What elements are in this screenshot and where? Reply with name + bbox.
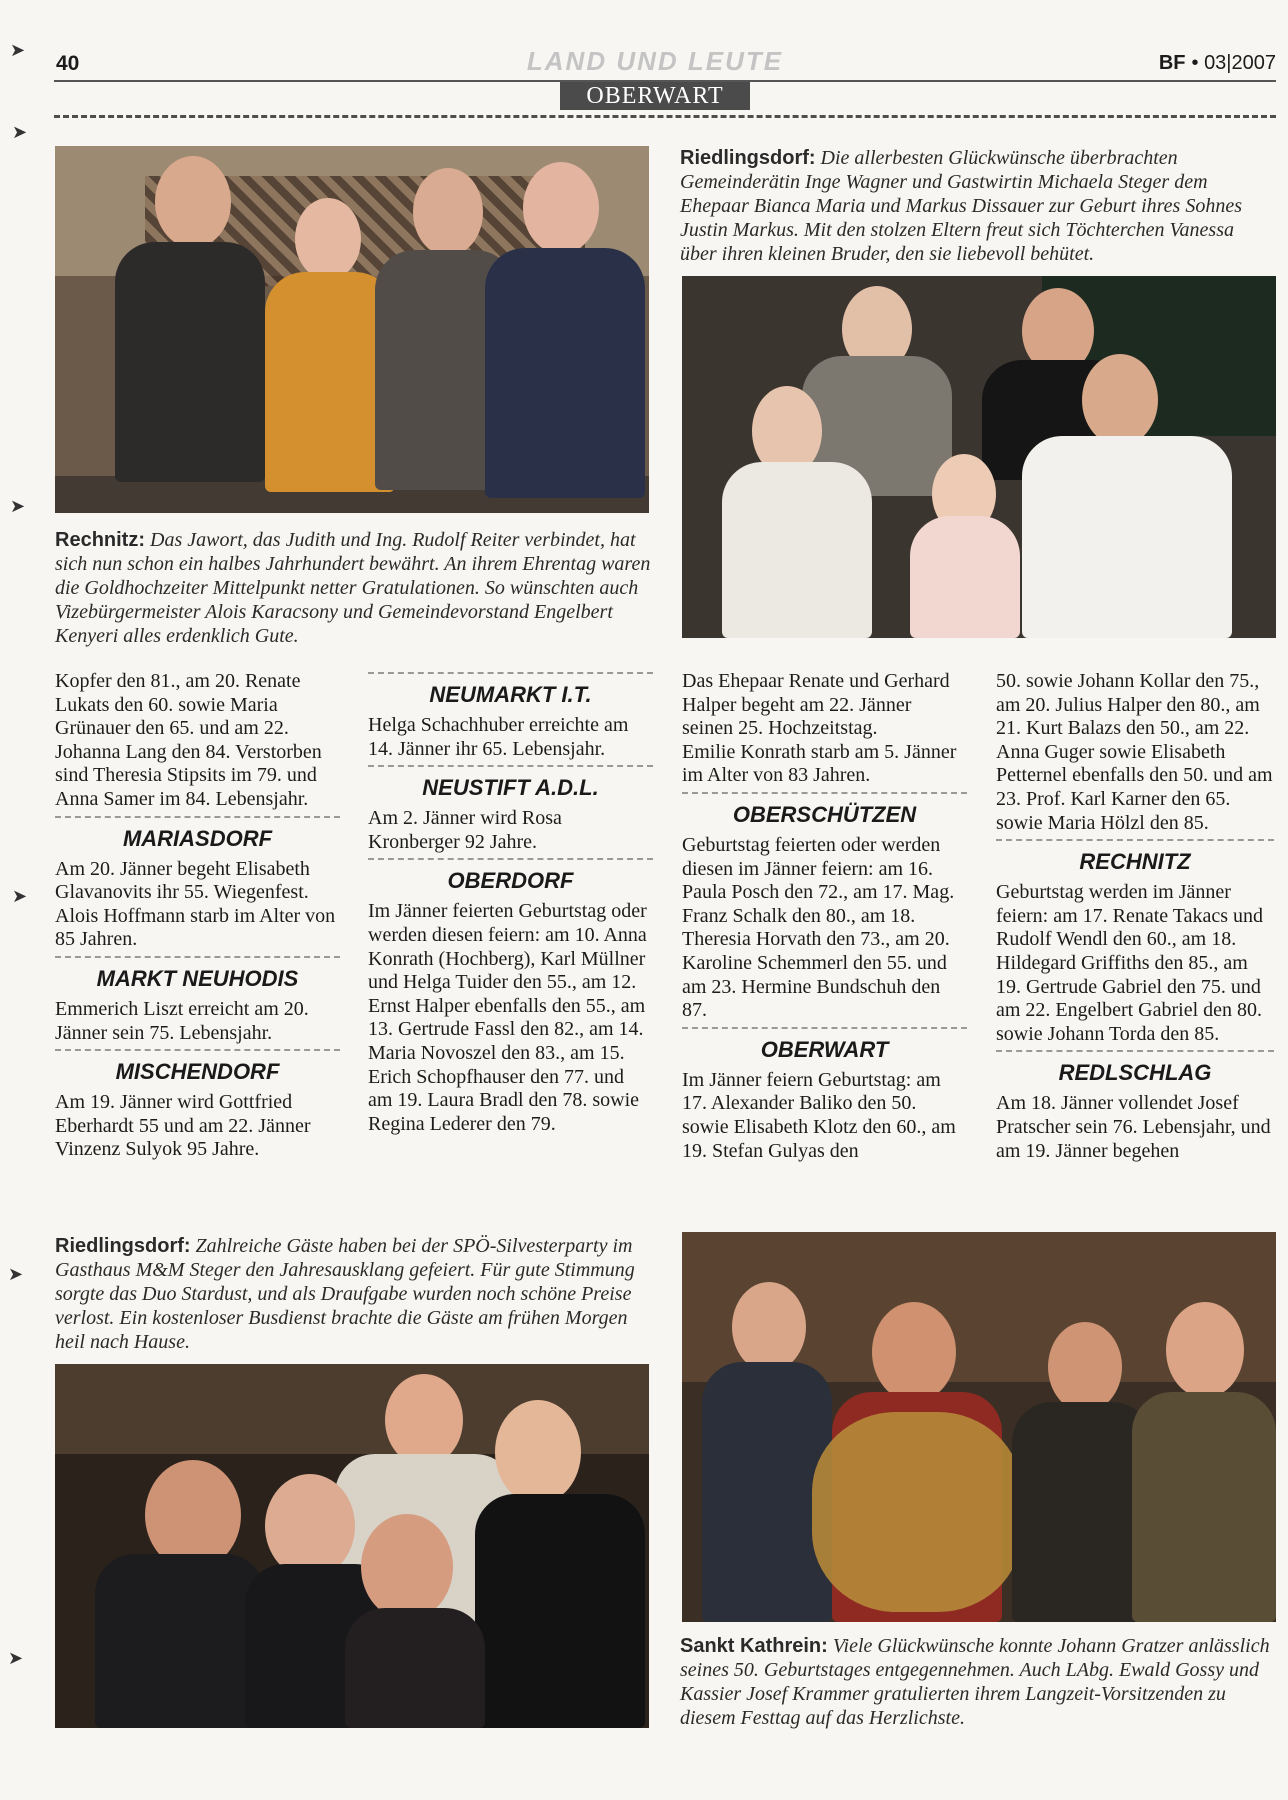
region-tag: OBERWART bbox=[560, 82, 750, 110]
heading-oberdorf: OBERDORF bbox=[368, 858, 653, 896]
caption-text: Zahlreiche Gäste haben bei der SPÖ-Silvesterparty im Gasthaus M&M Steger den Jahresausklang gefeiert. Für gute Stimmung sorgte das Duo Stardust, und als Draufgabe wurden noch schöne Preise verlost. Ein kostenloser Busdienst brachte die Gäste am frühen Morgen heil nach Hause. bbox=[55, 1235, 635, 1353]
column-intro: 50. sowie Johann Kollar den 75., am 20. Julius Halper den 80., am 21. Kurt Balazs den 50., am 22. Anna Guger sowie Elisabeth Petternel ebenfalls den 50. und am 23. Prof. Karl Karner den 65. sowie Maria Hölzl den 85. bbox=[996, 670, 1273, 834]
issue-info bbox=[1159, 52, 1276, 75]
heading-markt-neuhodis: MARKT NEUHODIS bbox=[55, 956, 340, 994]
caption-text: Die allerbesten Glückwünsche überbrachten Gemeinderätin Inge Wagner und Gastwirtin Michaela Steger dem Ehepaar Bianca Maria und Markus Dissauer zur Geburt ihres Sohnes Justin Markus. Mit den stolzen Eltern freut sich Töchterchen Vanessa über ihren kleinen Bruder, den sie liebevoll behütet. bbox=[680, 147, 1243, 265]
caption-place: Sankt Kathrein: bbox=[680, 1635, 828, 1657]
caption-family-birth bbox=[680, 146, 1270, 266]
photo-family-birth bbox=[682, 276, 1276, 638]
section-text: Im Jänner feiern Geburtstag: am 17. Alexander Baliko den 50. sowie Elisabeth Klotz den 60., am 19. Stefan Gulyas den bbox=[682, 1068, 956, 1162]
heading-oberschuetzen: OBERSCHÜTZEN bbox=[682, 792, 967, 830]
photo-new-years-party bbox=[55, 1364, 649, 1728]
heading-rechnitz: RECHNITZ bbox=[996, 839, 1274, 877]
column-4 bbox=[996, 670, 1274, 1163]
caption-new-years-party bbox=[55, 1234, 655, 1354]
photo-birthday-gift bbox=[682, 1232, 1276, 1622]
scan-mark: ➤ bbox=[8, 1648, 24, 1668]
heading-oberwart: OBERWART bbox=[682, 1027, 967, 1065]
section-text: Am 18. Jänner vollendet Josef Pratscher sein 76. Lebensjahr, und am 19. Jänner begehen bbox=[996, 1092, 1271, 1162]
heading-mariasdorf: MARIASDORF bbox=[55, 816, 340, 854]
scan-mark: ➤ bbox=[8, 1264, 24, 1284]
heading-mischendorf: MISCHENDORF bbox=[55, 1049, 340, 1087]
scan-mark: ➤ bbox=[10, 40, 26, 60]
caption-text: Das Jawort, das Judith und Ing. Rudolf Reiter verbindet, hat sich nun schon ein halbes Jahrhundert bewährt. An ihrem Ehrentag waren die Goldhochzeiter Mittelpunkt netter Gratulationen. So wünschten auch Vizebürgermeister Alois Karacsony und Gemeindevorstand Engelbert Kenyeri alles erdenklich Gute. bbox=[55, 529, 651, 647]
heading-redlschlag: REDLSCHLAG bbox=[996, 1050, 1274, 1088]
dashed-rule bbox=[54, 115, 1276, 118]
caption-place: Riedlingsdorf: bbox=[680, 147, 816, 169]
section-text: Am 19. Jänner wird Gottfried Eberhardt 55 und am 22. Jänner Vinzenz Sulyok 95 Jahre. bbox=[55, 1091, 311, 1161]
scan-mark: ➤ bbox=[10, 496, 26, 516]
caption-place: Rechnitz: bbox=[55, 529, 145, 551]
issue-number: 03|2007 bbox=[1204, 52, 1276, 74]
section-text: Geburtstag werden im Jänner feiern: am 17. Renate Takacs und Rudolf Wendl den 60., am 18. Hildegard Griffiths den 85., am 19. Gertrude Gabriel den 75. und am 22. Engelbert Gabriel den 80. sowie Johann Torda den 85. bbox=[996, 881, 1264, 1045]
section-text: Im Jänner feierten Geburtstag oder werden diesen feiern: am 10. Anna Konrath (Hochberg), Karl Müllner und Helga Tuider den 55., am 12. Ernst Halper ebenfalls den 55., am 13. Gertrude Fassl den 82., am 14. Maria Novoszel den 83., am 15. Erich Schopfhauser den 77. und am 19. Laura Bradl den 78. sowie Regina Lederer den 79. bbox=[368, 900, 647, 1135]
section-text: Am 20. Jänner begeht Elisabeth Glavanovits ihr 55. Wiegenfest. Alois Hoffmann starb im Alter von 85 Jahren. bbox=[55, 857, 336, 951]
scan-mark: ➤ bbox=[12, 122, 28, 142]
scan-mark: ➤ bbox=[12, 886, 28, 906]
column-intro: Kopfer den 81., am 20. Renate Lukats den 60. sowie Maria Grünauer den 65. und am 22. Johanna Lang den 84. Verstorben sind Theresia Stipsits im 79. und Anna Samer im 84. Lebensjahr. bbox=[55, 670, 322, 810]
section-text: Helga Schachhuber erreichte am 14. Jänner ihr 65. Lebensjahr. bbox=[368, 714, 629, 760]
column-1 bbox=[55, 670, 340, 1162]
caption-golden-wedding bbox=[55, 528, 655, 648]
section-text: Emmerich Liszt erreicht am 20. Jänner sein 75. Lebensjahr. bbox=[55, 997, 309, 1044]
separator-dot: • bbox=[1191, 52, 1199, 74]
publication-name: BF bbox=[1158, 52, 1186, 74]
section-text: Am 2. Jänner wird Rosa Kronberger 92 Jahre. bbox=[368, 807, 562, 853]
heading-neustift: NEUSTIFT A.D.L. bbox=[368, 765, 653, 803]
page-number: 40 bbox=[56, 52, 80, 75]
section-label: LAND UND LEUTE bbox=[526, 46, 784, 76]
column-3 bbox=[682, 670, 967, 1163]
photo-golden-wedding bbox=[55, 146, 649, 513]
caption-birthday bbox=[680, 1634, 1276, 1730]
column-intro: Das Ehepaar Renate und Gerhard Halper begeht am 22. Jänner seinen 25. Hochzeitstag. Emilie Konrath starb am 5. Jänner im Alter von 83 Jahren. bbox=[682, 670, 957, 787]
column-2 bbox=[368, 672, 653, 1136]
section-text: Geburtstag feierten oder werden diesen im Jänner feiern: am 16. Paula Posch den 72., am 17. Mag. Franz Schalk den 80., am 18. Theresia Horvath den 73., am 20. Karoline Schemmerl den 55. und am 23. Hermine Bundschuh den 87. bbox=[682, 833, 955, 1022]
heading-neumarkt: NEUMARKT I.T. bbox=[368, 672, 653, 710]
caption-place: Riedlingsdorf: bbox=[55, 1235, 191, 1257]
caption-text: Viele Glückwünsche konnte Johann Gratzer anlässlich seines 50. Geburtstages entgegennehmen. Auch LAbg. Ewald Gossy und Kassier Josef Krammer gratulierten ihrem Langzeit-Vorsitzenden zu diesem Festtag auf das Herzlichste. bbox=[680, 1635, 1270, 1729]
